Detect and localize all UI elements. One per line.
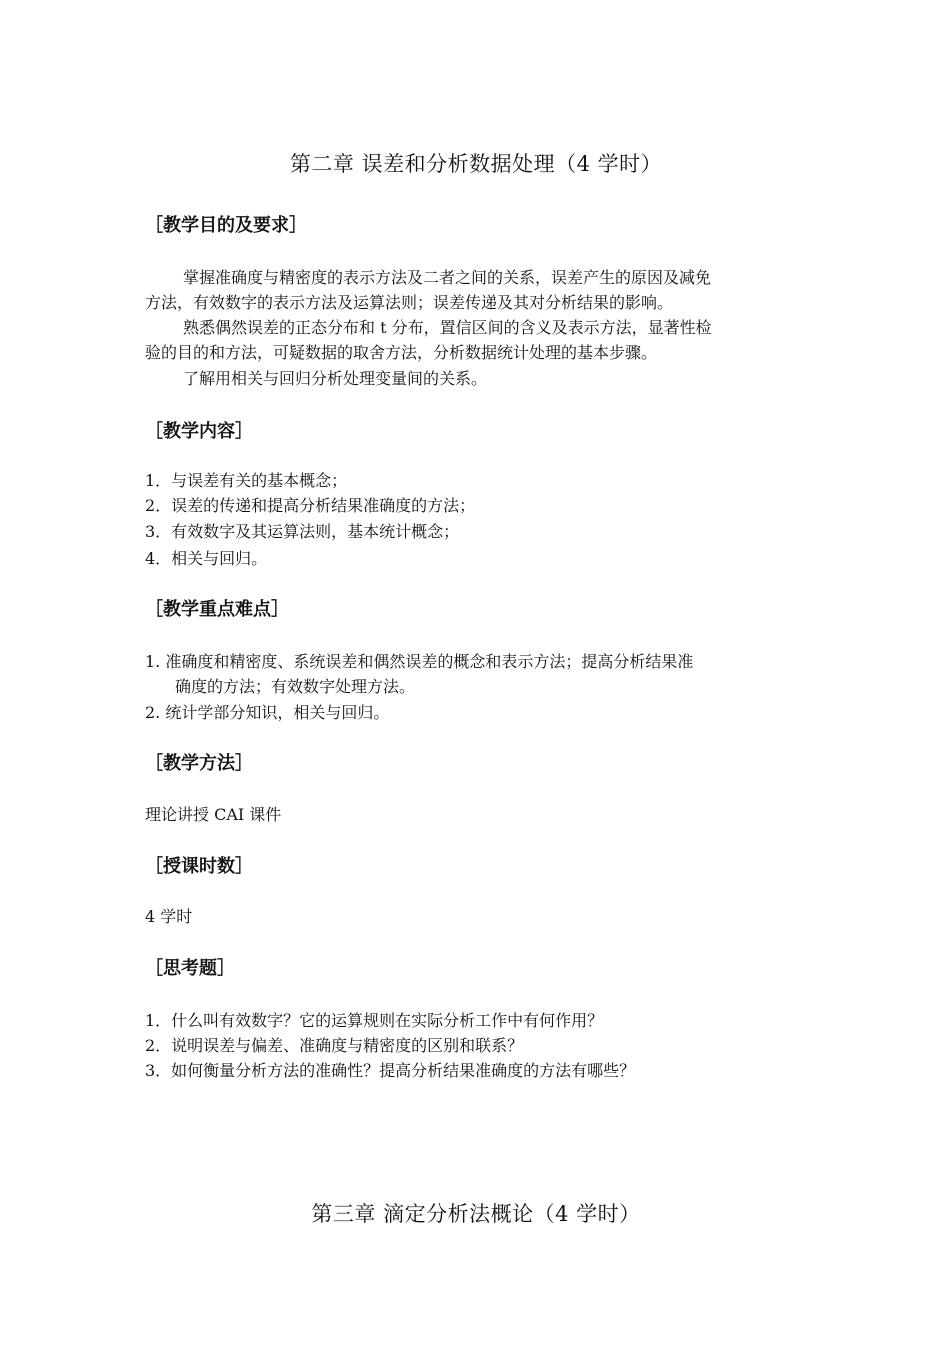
objectives-paragraph-2-line-2: 验的目的和方法，可疑数据的取舍方法，分析数据统计处理的基本步骤。: [145, 343, 658, 362]
question-item: 3．如何衡量分析方法的准确性？提高分析结果准确度的方法有哪些？: [145, 1061, 636, 1080]
objectives-paragraph-2-line-1: 熟悉偶然误差的正态分布和 t 分布，置信区间的含义及表示方法，显著性检: [183, 318, 712, 337]
content-list-item: 3．有效数字及其运算法则，基本统计概念；: [145, 522, 460, 541]
keypoints-item-1-line-1: 1. 准确度和精密度、系统误差和偶然误差的概念和表示方法；提高分析结果准: [145, 652, 694, 671]
objectives-heading: ［教学目的及要求］: [145, 215, 307, 236]
content-list-item: 1．与误差有关的基本概念；: [145, 471, 348, 490]
question-item: 1．什么叫有效数字？它的运算规则在实际分析工作中有何作用？: [145, 1011, 604, 1030]
questions-heading: ［思考题］: [145, 958, 235, 979]
content-heading: ［教学内容］: [145, 421, 253, 442]
chapter-3-title: 第三章 滴定分析法概论（4 学时）: [311, 1202, 641, 1226]
objectives-paragraph-1-line-2: 方法，有效数字的表示方法及运算法则；误差传递及其对分析结果的影响。: [145, 293, 674, 312]
hours-text: 4 学时: [145, 907, 193, 926]
chapter-2-title: 第二章 误差和分析数据处理（4 学时）: [289, 152, 663, 176]
objectives-paragraph-3-line-1: 了解用相关与回归分析处理变量间的关系。: [183, 369, 488, 388]
method-text: 理论讲授 CAI 课件: [145, 805, 282, 824]
content-list-item: 4．相关与回归。: [145, 549, 268, 568]
hours-heading: ［授课时数］: [145, 856, 253, 877]
keypoints-item-2: 2. 统计学部分知识，相关与回归。: [145, 703, 390, 722]
keypoints-item-1-line-2: 确度的方法；有效数字处理方法。: [175, 677, 416, 696]
method-heading: ［教学方法］: [145, 753, 253, 774]
question-item: 2．说明误差与偏差、准确度与精密度的区别和联系？: [145, 1036, 524, 1055]
objectives-paragraph-1-line-1: 掌握准确度与精密度的表示方法及二者之间的关系，误差产生的原因及减免: [183, 268, 712, 287]
content-list-item: 2．误差的传递和提高分析结果准确度的方法；: [145, 496, 476, 515]
keypoints-heading: ［教学重点难点］: [145, 599, 289, 620]
